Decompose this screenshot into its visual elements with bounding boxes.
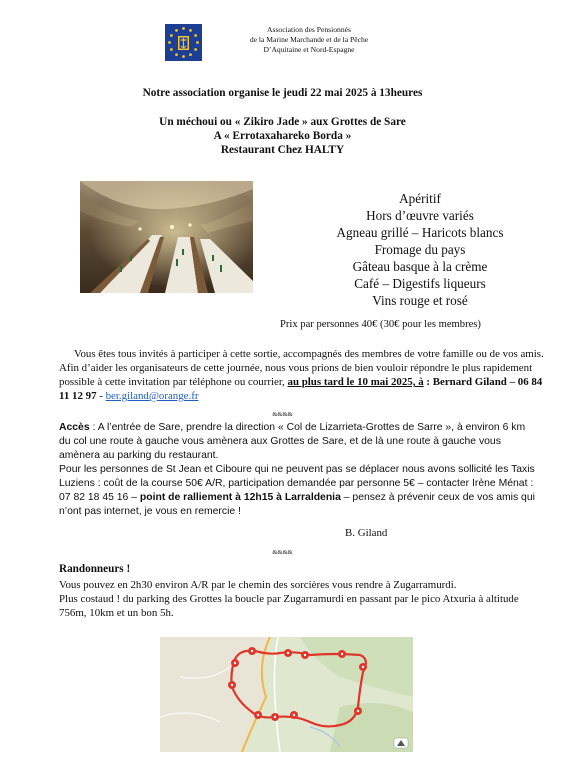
menu-item: Apéritif: [399, 191, 441, 206]
price: Prix par personnes 40€ (30€ pour les membres): [280, 319, 481, 330]
event-line-1: Un méchoui ou « Zikiro Jade » aux Grottes de Sare: [159, 116, 406, 128]
separator: &&&&: [272, 549, 293, 556]
eu-association-logo: [165, 24, 202, 61]
menu-item: Hors d’œuvre variés: [366, 208, 474, 223]
hiking-route-map: [160, 637, 413, 752]
event-line-3: Restaurant Chez HALTY: [220, 144, 345, 156]
meeting-point: point de ralliement à 12h15 à Larraldenia: [139, 492, 341, 503]
org-line-3: D’Aquitaine et Nord-Espagne: [263, 45, 355, 54]
signature: B. Giland: [345, 527, 388, 539]
hikers-title: Randonneurs !: [59, 563, 131, 575]
access-label: Accès: [59, 422, 90, 433]
access-text-2: Pour les personnes de St Jean et Ciboure qui ne peuvent pas se déplacer nous avons sollicité les Taxis Luziens : coût de la course 50€ A/R, participation demandée par personne 5€ – contacter Irène Ménat : 07 82 18 45 16 –: [59, 464, 535, 503]
hikers-line-1: Vous pouvez en 2h30 environ A/R par le chemin des sorcières vous rendre à Zugarramurdi.: [59, 579, 457, 591]
invitation-text: Vous êtes tous invités à participer à cette sortie, accompagnés des membres de votre famille ou de vos amis. Afin d’aider les organisateurs de cette journée, nous vous prions de bien vouloir répondre le plus rapidement possible à cette invitation par téléphone ou courrier,: [59, 348, 544, 388]
access-text-3: – pensez à prévenir ceux de vos amis qui n’ont pas internet, je vous en remercie !: [59, 492, 535, 517]
announcement: Notre association organise le jeudi 22 mai 2025 à 13heures: [142, 87, 423, 99]
access-section: [59, 421, 539, 519]
separator: &&&&: [272, 411, 293, 418]
event-line-2: A « Errotaxahareko Borda »: [213, 130, 352, 142]
menu-item: Gâteau basque à la crème: [352, 259, 488, 274]
access-text-1: : A l’entrée de Sare, prendre la direction « Col de Lizarrieta-Grottes de Sarre », à environ 6 km du col une route à gauche vous amènera aux Grottes de Sare, et de là une route à gauche vous amènera au parking du restaurant.: [59, 422, 526, 461]
menu-list: [305, 190, 535, 309]
menu-item: Café – Digestifs liqueurs: [354, 276, 486, 291]
invitation-paragraph: [59, 347, 544, 403]
cave-restaurant-photo: [80, 181, 253, 293]
menu-item: Agneau grillé – Haricots blancs: [336, 225, 504, 240]
menu-item: Fromage du pays: [374, 242, 466, 257]
org-line-1: Association des Pensionnés: [267, 25, 351, 34]
hikers-line-2: Plus costaud ! du parking des Grottes la boucle par Zugarramurdi en passant par le pico Atxuria à altitude 756m, 10km et un bon 5h.: [59, 593, 519, 619]
deadline: au plus tard le 10 mai 2025, à: [287, 376, 424, 388]
organization-name: [214, 25, 404, 55]
menu-item: Vins rouge et rosé: [372, 293, 468, 308]
contact: : Bernard Giland – 06 84 11 12 97: [59, 376, 543, 402]
dash: -: [96, 390, 106, 402]
org-line-2: de la Marine Marchande et de la Pêche: [249, 35, 369, 44]
event-block: [0, 115, 565, 157]
hikers-text: [59, 578, 544, 620]
email-link[interactable]: ber.giland@orange.fr: [105, 390, 199, 402]
